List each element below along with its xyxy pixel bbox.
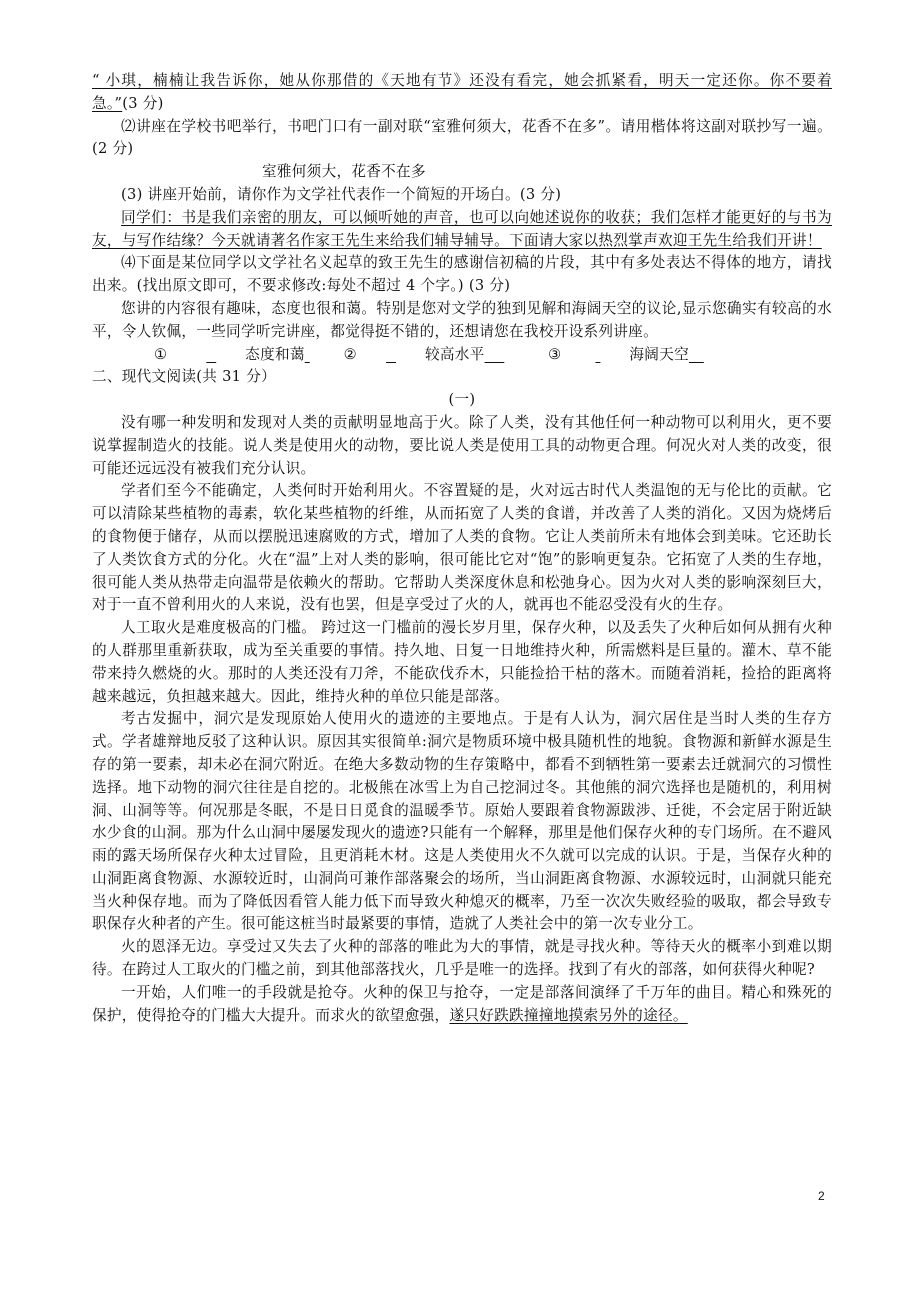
q-a-answer: “ 小琪，楠楠让我告诉你，她从你那借的《天地有节》还没有看完，她会抓紧看，明天一定还你。你不要着急。” [92, 72, 832, 112]
answer-2-text: 较高水平 [424, 345, 485, 363]
q-a-answer-line [92, 70, 832, 116]
opening-speech-answer: 同学们：书是我们亲密的朋友，可以倾听她的声音，也可以向她述说你的收获；我们怎样才能更好的与书为友，与写作结缘？今天就请著名作家王先生来给我们辅导辅导。下面请大家以热烈掌声欢迎王先生给我们开讲！ [92, 208, 832, 249]
reading-paragraph-4: 考古发掘中，洞穴是发现原始人使用火的遗迹的主要地点。于是有人认为，洞穴居住是当时人类的生存方式。学者雄辩地反驳了这种认识。原因其实很简单:洞穴是物质环境中极具随机性的地貌。食物源和新鲜水源是生存的第一要素，却未必在洞穴附近。在绝大多数动物的生存策略中，都看不到牺牲第一要素去迁就洞穴的习惯性选择。地下动物的洞穴往往是自挖的。北极熊在冰雪上为自己挖洞过冬。其他熊的洞穴选择也是随机的，利用树洞、山洞等等。何况那是冬眠，不是日日觅食的温暖季节。原始人要跟着食物源跋涉、迁徙，不会定居于附近缺水少食的山洞。那为什么山洞中屡屡发现火的遗迹?只能有一个解释，那里是他们保存火种的专门场所。在不避风雨的露天场所保存火种太过冒险，且更消耗木材。这是人类使用火不久就可以完成的认识。于是，当保存火种的山洞距离食物源、水源较近时，山洞尚可兼作部落聚会的场所，当山洞距离食物源、水源较远时，山洞就只能充当火种保存地。而为了降低因看管人能力低下而导致火种熄灭的概率，乃至一次次失败经验的吸取，都会导致专职保存火种者的产生。很可能这桩当时最紧要的事情，造就了人类社会中的第一次专业分工。 [92, 710, 832, 933]
q-a-score: (3 分) [122, 94, 164, 112]
section-2-heading: 二、现代文阅读(共 31 分） [92, 368, 276, 386]
reading-paragraph-6 [92, 982, 832, 1028]
reading-paragraph-3: 人工取火是难度极高的门槛。 跨过这一门槛前的漫长岁月里，保存火种，以及丢失了火种后如何从拥有火种的人群那里重新获取，成为至关重要的事情。持久地、日复一日地维持火种，所需燃料是巨量的。灌木、草不能带来持久燃烧的火。那时的人类还没有刀斧，不能砍伐乔木，只能捡拾干枯的落木。而随着消耗，捡拾的距离将越来越远，负担越来越大。因此，维持火种的单位只能是部落。 [92, 619, 832, 705]
part-1-heading: (一) [448, 391, 476, 409]
thank-you-letter-passage: 您讲的内容很有趣味，态度也很和蔼。特别是您对文学的独到见解和海阔天空的议论,显示您确实有较高的水平，令人钦佩，一些同学听完讲座，都觉得挺不错的，还想请您在我校开设系列讲座。 [92, 299, 832, 340]
answer-3-text: 海阔天空 [629, 345, 689, 363]
paragraph-6-text: 一开始，人们唯一的手段就是抢夺。火种的保卫与抢夺，一定是部落间演绎了千万年的曲目。精心和殊死的保护，使得抢夺的门槛大大提升。而求火的欲望愈强， [92, 983, 832, 1024]
page-number: 2 [818, 1189, 825, 1203]
answer-2-number: ② [343, 345, 358, 363]
question-3-answer [92, 207, 832, 253]
question-3: (3) 讲座开始前，请你作为文学社代表作一个简短的开场白。(3 分) [121, 185, 562, 203]
reading-paragraph-1: 没有哪一种发明和发现对人类的贡献明显地高于火。除了人类，没有其他任何一种动物可以利用火，更不要说掌握制造火的技能。说人类是使用火的动物，要比说人类是使用工具的动物更合理。何况火对人类的改变，很可能还远远没有被我们充分认识。 [92, 413, 832, 477]
question-4-answers [92, 344, 832, 367]
question-4: ⑷下面是某位同学以文学社名义起草的致王先生的感谢信初稿的片段，其中有多处表达不得体的地方，请找出来。(找出原文即可，不要求修改:每处不超过 4 个字。) (3 分) [92, 254, 832, 295]
page-content [92, 70, 832, 1027]
reading-paragraph-2: 学者们至今不能确定，人类何时开始利用火。不容置疑的是，火对远古时代人类温饱的无与伦比的贡献。它可以清除某些植物的毒素，软化某些植物的纤维，从而拓宽了人类的食谱，并改善了人类的消化。又因为烧烤后的食物便于储存，从而以摆脱迅速腐败的方式，增加了人类的食物。它让人类前所未有地体会到美味。它还助长了人类饮食方式的分化。火在“温”上对人类的影响，很可能比它对“饱”的影响更复杂。它拓宽了人类的生存地，很可能人类从热带走向温带是依赖火的帮助。它帮助人类深度休息和松弛身心。因为火对人类的影响深刻巨大，对于一直不曾利用火的人来说，没有也罢，但是享受过了火的人，就再也不能忍受没有火的生存。 [92, 482, 832, 614]
question-2: ⑵讲座在学校书吧举行，书吧门口有一副对联“室雅何须大，花香不在多”。请用楷体将这副对联抄写一遍。(2 分) [92, 117, 832, 158]
reading-paragraph-5: 火的恩泽无边。享受过又失去了火种的部落的唯此为大的事情，就是寻找火种。等待天火的概率小到难以期待。在跨过人工取火的门槛之前，到其他部落找火，几乎是唯一的选择。找到了有火的部落，如何获得火种呢? [92, 938, 832, 979]
answer-1-number: ① [154, 345, 168, 363]
underlined-phrase: 遂只好跌跌撞撞地摸索另外的途径。 [449, 1006, 688, 1024]
answer-3-number: ③ [548, 345, 562, 363]
answer-1-text: 态度和蔼 [245, 345, 305, 363]
couplet-answer: 室雅何须大，花香不在多 [262, 163, 426, 181]
